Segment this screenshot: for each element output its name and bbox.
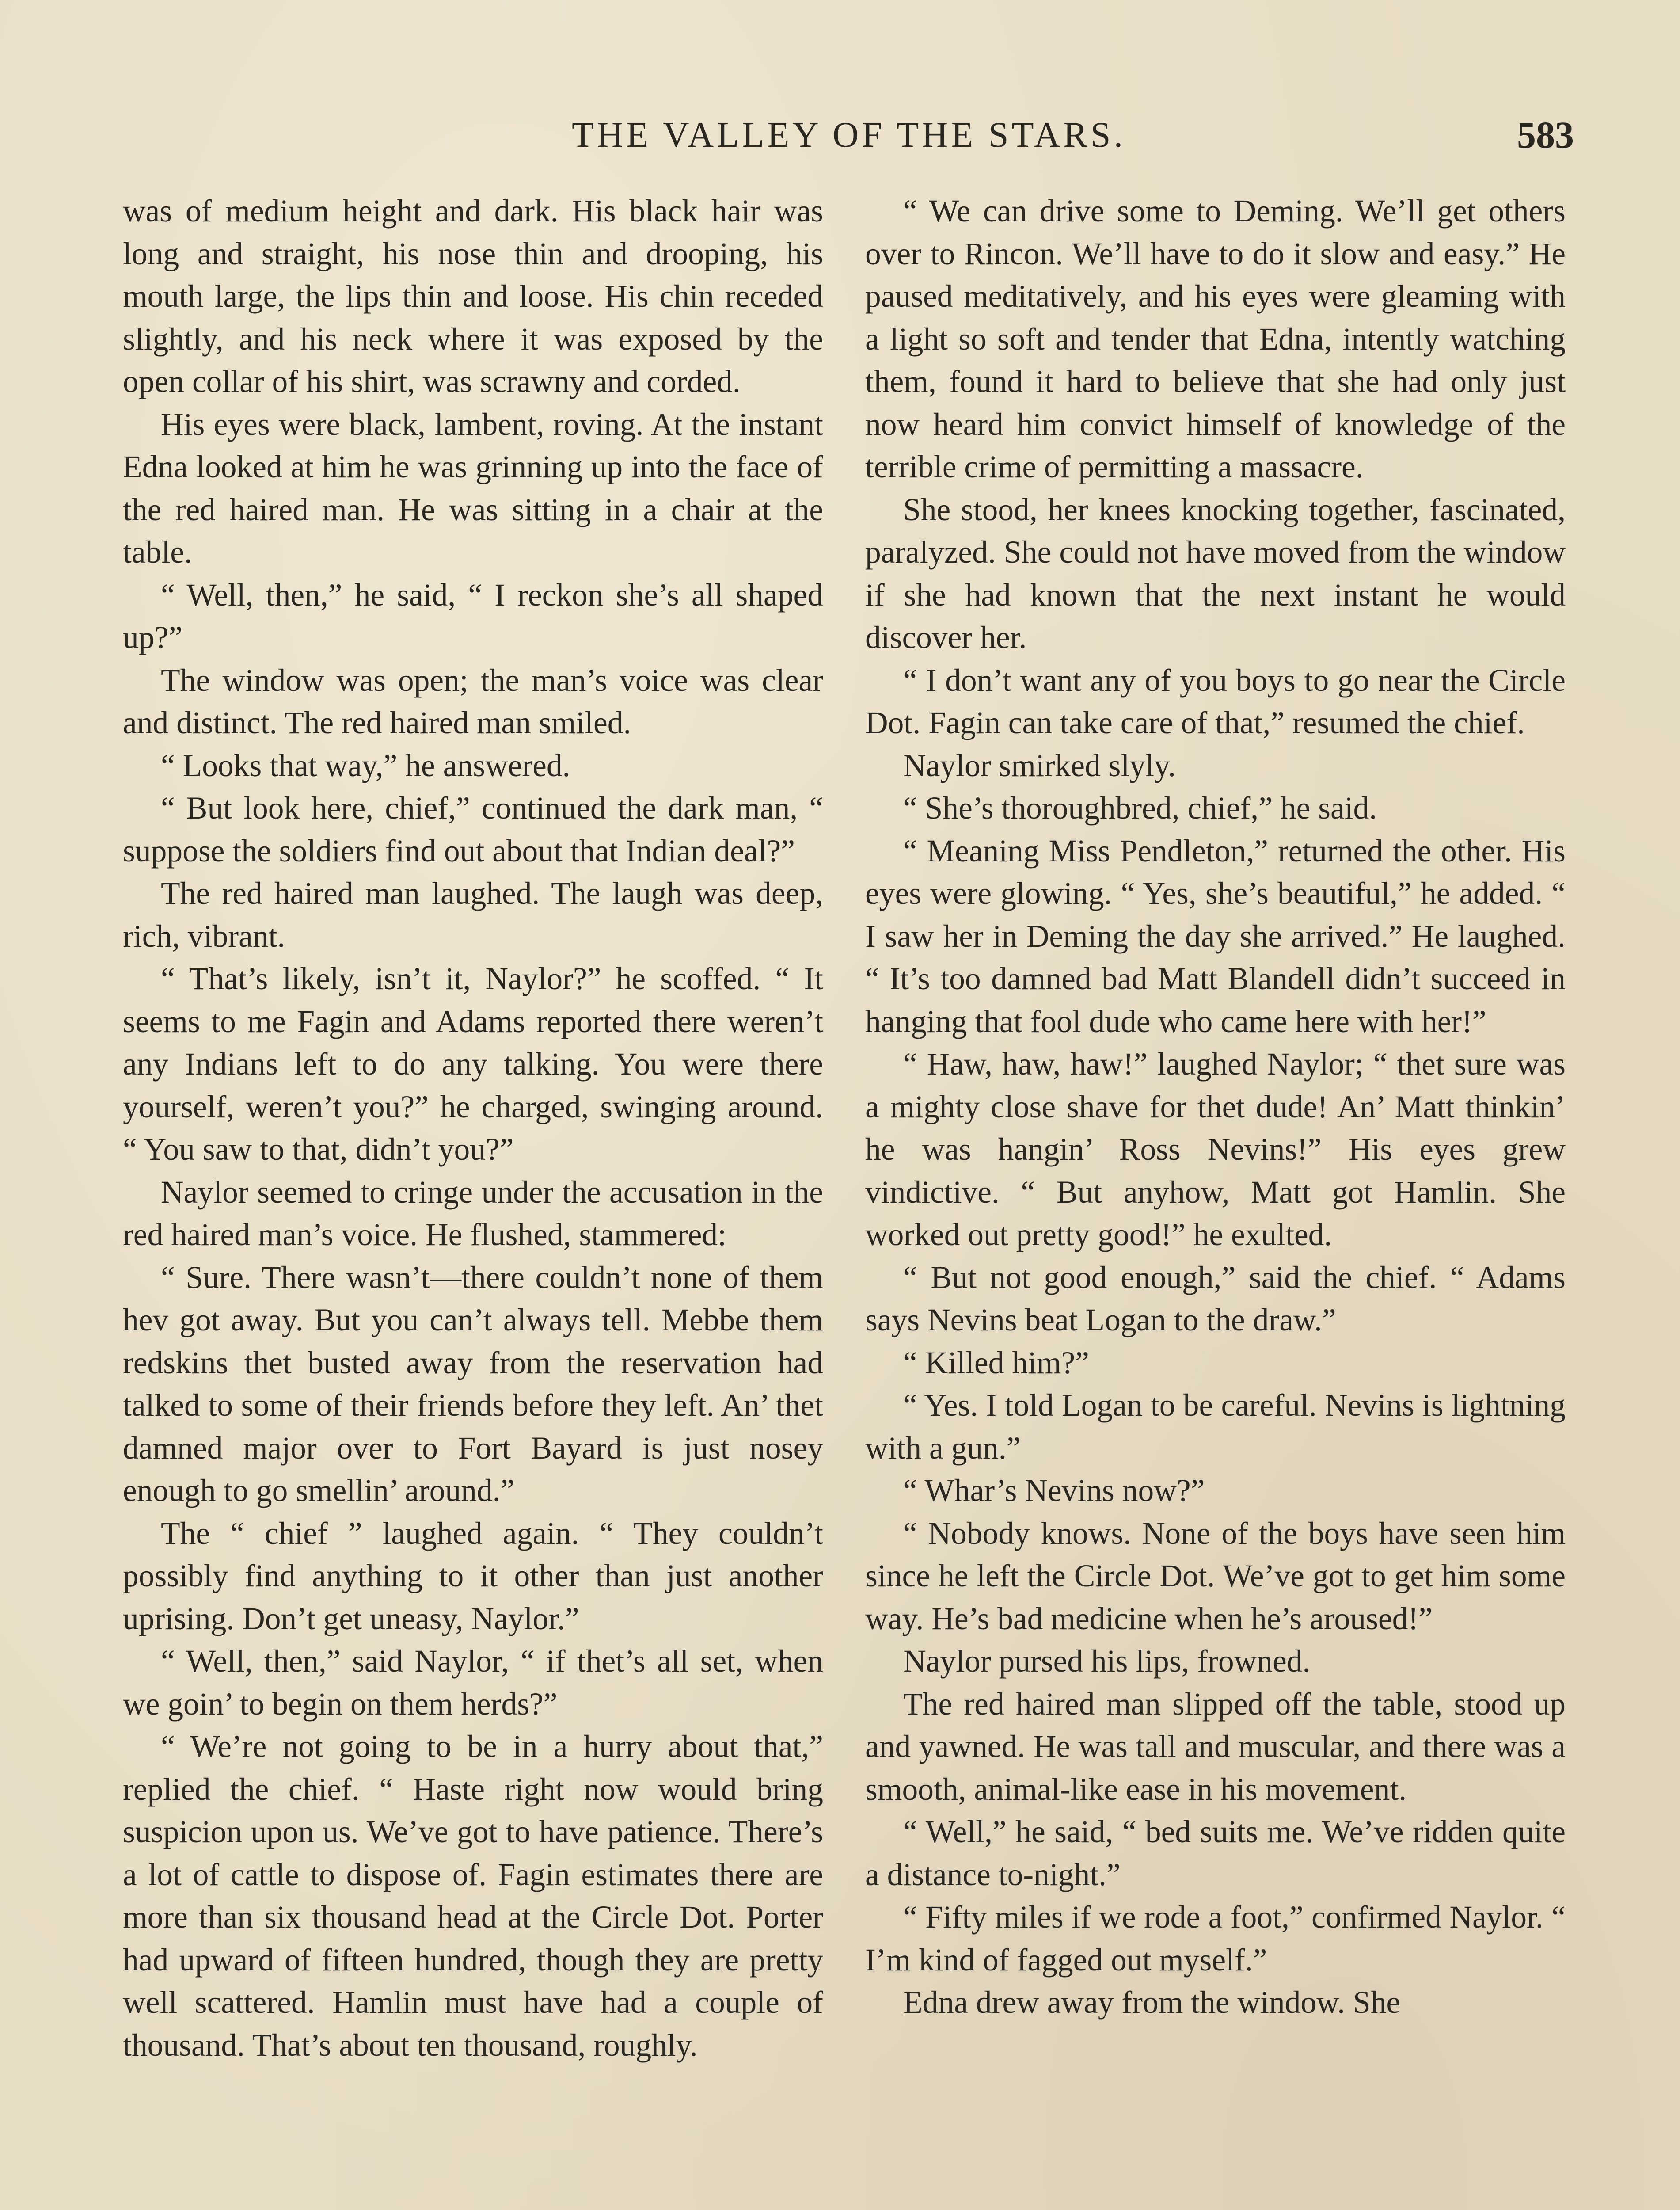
paragraph: The window was open; the man’s voice was clear and distinct. The red haired man smiled. bbox=[123, 663, 823, 740]
paragraph: “ Meaning Miss Pendleton,” returned the other. His eyes were glowing. “ Yes, she’s beautiful,” he added. “ I saw her in Deming the day she arrived.” He laughed. “ It’s too damned bad Matt Blandell didn’t succeed in hanging that fool dude who came here with her!” bbox=[865, 833, 1566, 1039]
paragraph: Naylor seemed to cringe under the accusation in the red haired man’s voice. He flushed, stammered: bbox=[123, 1174, 823, 1252]
paragraph: “ Well,” he said, “ bed suits me. We’ve ridden quite a distance to-night.” bbox=[865, 1814, 1566, 1892]
paragraph: “ Well, then,” he said, “ I reckon she’s all shaped up?” bbox=[123, 577, 823, 655]
paragraph: Edna drew away from the window. She bbox=[903, 1985, 1401, 2020]
paragraph: “ Yes. I told Logan to be careful. Nevins is lightning with a gun.” bbox=[865, 1388, 1566, 1466]
paragraph: “ We’re not going to be in a hurry about that,” replied the chief. “ Haste right now would bring suspicion upon us. We’ve got to have patience. There’s a lot of cattle to dispose of. Fagin estimates there are more than six thousand head at the Circle Dot. Porter had upward of fifteen hundred, though they are pretty well scattered. Hamlin must have had a couple of thousand. That’s about ten thousand, roughly. bbox=[123, 1729, 823, 2063]
paragraph: “ I don’t want any of you boys to go near the Circle Dot. Fagin can take care of that,” resumed the chief. bbox=[865, 663, 1566, 740]
paragraph: Naylor smirked slyly. bbox=[903, 748, 1176, 783]
paragraph: “ Looks that way,” he answered. bbox=[161, 748, 570, 783]
paragraph: The red haired man slipped off the table, stood up and yawned. He was tall and muscular, and there was a smooth, animal-like ease in his movement. bbox=[865, 1686, 1566, 1807]
paragraph: “ Killed him?” bbox=[903, 1345, 1089, 1380]
paragraph: “ That’s likely, isn’t it, Naylor?” he scoffed. “ It seems to me Fagin and Adams reported there weren’t any Indians left to do any talking. You were there yourself, weren’t you?” he charged, swinging around. “ You saw to that, didn’t you?” bbox=[123, 961, 823, 1167]
paragraph: His eyes were black, lambent, roving. At the instant Edna looked at him he was grinning up into the face of the red haired man. He was sitting in a chair at the table. bbox=[123, 407, 823, 570]
left-text-column bbox=[123, 190, 823, 2067]
paragraph: “ We can drive some to Deming. We’ll get others over to Rincon. We’ll have to do it slow and easy.” He paused meditatively, and his eyes were gleaming with a light so soft and tender that Edna, intently watching them, found it hard to believe that she had only just now heard him convict himself of knowledge of the terrible crime of permitting a massacre. bbox=[865, 194, 1566, 484]
paragraph: “ Whar’s Nevins now?” bbox=[903, 1473, 1205, 1508]
paragraph: The red haired man laughed. The laugh was deep, rich, vibrant. bbox=[123, 876, 823, 954]
paragraph: “ She’s thoroughbred, chief,” he said. bbox=[903, 791, 1377, 826]
page-header bbox=[124, 106, 1574, 164]
paragraph: “ Fifty miles if we rode a foot,” confirmed Naylor. “ I’m kind of fagged out myself.” bbox=[865, 1900, 1566, 1978]
paragraph: “ But look here, chief,” continued the dark man, “ suppose the soldiers find out about that Indian deal?” bbox=[123, 791, 823, 869]
paragraph: “ Nobody knows. None of the boys have seen him since he left the Circle Dot. We’ve got to get him some way. He’s bad medicine when he’s aroused!” bbox=[865, 1516, 1566, 1636]
paragraph: “ Sure. There wasn’t—there couldn’t none of them hev got away. But you can’t always tell. Mebbe them redskins thet busted away from the reservation had talked to some of their friends before they left. An’ thet damned major over to Fort Bayard is just nosey enough to go smellin’ around.” bbox=[123, 1260, 823, 1508]
page-number: 583 bbox=[1517, 114, 1574, 156]
paragraph: “ Haw, haw, haw!” laughed Naylor; “ thet sure was a mighty close shave for thet dude! An’ Matt thinkin’ he was hangin’ Ross Nevins!” His eyes grew vindictive. “ But anyhow, Matt got Hamlin. She worked out pretty good!” he exulted. bbox=[865, 1047, 1566, 1252]
paragraph: was of medium height and dark. His black hair was long and straight, his nose thin and drooping, his mouth large, the lips thin and loose. His chin receded slightly, and his neck where it was exposed by the open collar of his shirt, was scrawny and corded. bbox=[123, 194, 823, 399]
paragraph: “ But not good enough,” said the chief. “ Adams says Nevins beat Logan to the draw.” bbox=[865, 1260, 1566, 1337]
right-text-column bbox=[865, 190, 1566, 2024]
running-title: THE VALLEY OF THE STARS. bbox=[571, 114, 1126, 155]
paragraph: “ Well, then,” said Naylor, “ if thet’s all set, when we goin’ to begin on them herds?” bbox=[123, 1644, 823, 1722]
paragraph: The “ chief ” laughed again. “ They couldn’t possibly find anything to it other than just another uprising. Don’t get uneasy, Naylor.” bbox=[123, 1516, 823, 1636]
paragraph: She stood, her knees knocking together, fascinated, paralyzed. She could not have moved from the window if she had known that the next instant he would discover her. bbox=[865, 492, 1566, 655]
paragraph: Naylor pursed his lips, frowned. bbox=[903, 1644, 1311, 1679]
